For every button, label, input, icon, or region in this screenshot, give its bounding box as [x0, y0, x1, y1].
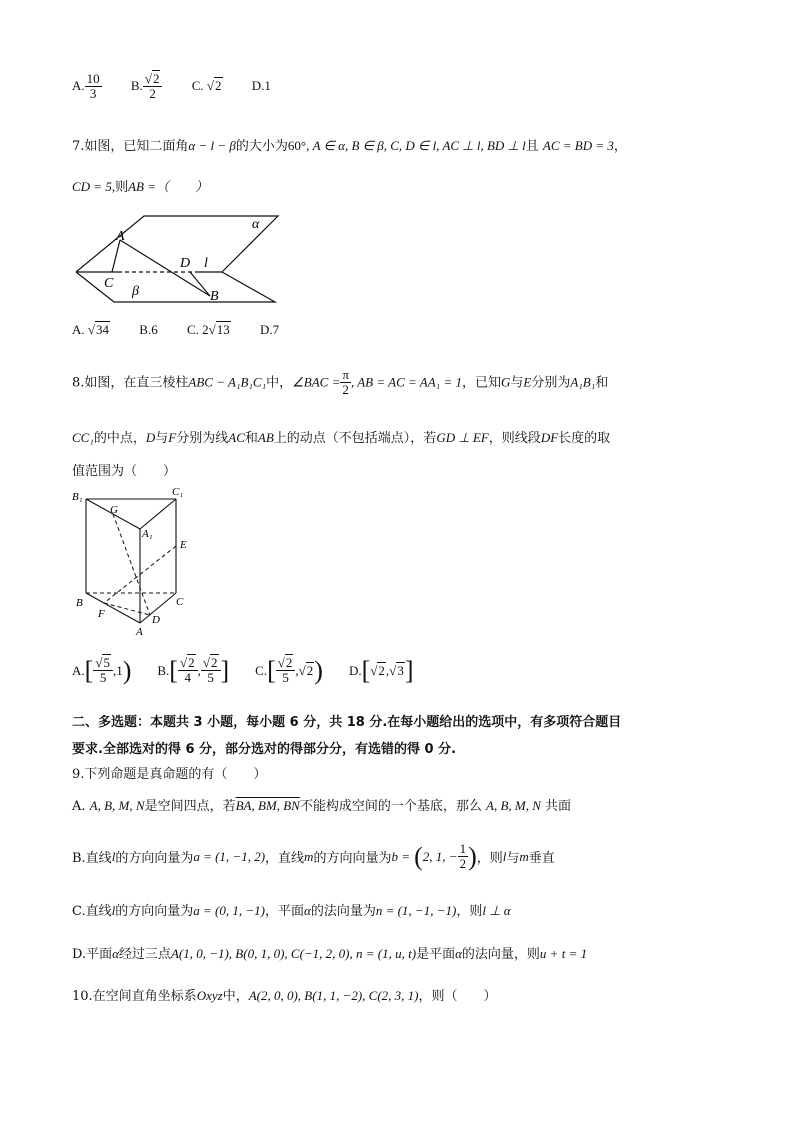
q6-option-c-label: C.: [191, 77, 204, 93]
q8-g: G: [500, 374, 511, 390]
q8-pi-den: 2: [342, 382, 349, 398]
q8-cond: GD ⊥ EF: [436, 430, 489, 445]
q9-option-b-m: m: [304, 848, 314, 864]
q8-option-a-rad: 5: [103, 655, 110, 670]
q7-conditions: , A ∈ α, B ∈ β, C, D ∈ l, AC ⊥ l, BD ⊥ l: [306, 138, 526, 153]
q6-option-a-den: 3: [89, 86, 97, 102]
q8-option-d: D. [ √2 , √3 ]: [348, 655, 414, 685]
q7-dihedral: α − l − β: [188, 138, 236, 153]
q8-option-b-rad2: 2: [211, 655, 218, 670]
q8-option-a: A. [ $\frac{√5}{5}$ ,1 ): [72, 655, 132, 686]
q8-e: E: [523, 374, 532, 390]
q9-option-d: [72, 943, 587, 962]
q7-segment-ac: [112, 240, 120, 272]
q8-label-c1: C₁: [172, 486, 184, 498]
q8-label-b1: B₁: [72, 491, 83, 503]
q9-option-c: [72, 900, 511, 919]
q8-label-b: B: [76, 597, 83, 609]
q8-option-d-rad1: 2: [378, 662, 385, 678]
q8-option-a-label: A.: [72, 662, 85, 678]
q9-option-c-text2: ，平面: [264, 904, 304, 919]
q7-comma: ，: [613, 139, 627, 154]
q8-line1: [72, 368, 608, 398]
q9-option-b-m2: m: [519, 848, 529, 864]
q6-option-c: C. √2: [191, 77, 222, 93]
q7-stem-mid: 的大小为: [235, 139, 288, 154]
q8-segment-fd: [104, 603, 150, 615]
q8-eq: , AB = AC = AA₁ = 1: [350, 374, 462, 390]
q9-option-c-alpha: α: [303, 903, 311, 918]
q8-stem-prefix: 8.如图，在直三棱柱: [72, 375, 189, 391]
q8-option-b-den1: 4: [184, 670, 192, 686]
q7-eq: AC = BD = 3: [542, 138, 614, 153]
section2-heading-line1: 二、多选题：本题共 3 小题，每小题 6 分，共 18 分.在每小题给出的选项中，有多项符合题目: [72, 715, 622, 730]
q9-option-c-l: l: [111, 903, 116, 918]
q9-option-a-text2: 不能构成空间的一个基底，那么: [299, 799, 482, 814]
q8-line2-text1: 的中点，: [93, 431, 146, 446]
q8-option-c-rad1: 2: [285, 655, 293, 670]
q9-option-c-text3: 的法向量为: [310, 904, 376, 919]
q8-ac: AC: [228, 430, 245, 445]
q6-option-b-label: B.: [130, 77, 143, 93]
q8-edge-a1c1: [140, 499, 176, 529]
q8-option-b-den2: 5: [207, 670, 214, 686]
q6-option-a-label: A.: [72, 77, 85, 93]
q9-option-d-alpha2: α: [455, 946, 462, 961]
q7-stem-prefix: 7.如图，已知二面角: [72, 139, 189, 154]
q6-option-c-rad: 2: [215, 77, 222, 93]
q8-prism: ABC − A₁B₁C₁: [188, 374, 267, 390]
q8-d: D: [145, 430, 156, 445]
q9-option-b-prefix: B.直线: [72, 851, 112, 867]
q7-line1: [72, 135, 627, 154]
q9-option-c-text4: ，则: [456, 904, 483, 919]
q7-line2: [72, 176, 208, 195]
q7-option-a-rad: 34: [96, 322, 110, 337]
q9-option-d-eq: u + t = 1: [539, 946, 588, 961]
q9-option-d-text3: 的法向量，则: [461, 947, 540, 962]
q9-option-a-vectors: BA, BM, BN: [235, 798, 300, 813]
q8-option-b-rad1: 2: [188, 655, 195, 670]
q6-option-b-fraction: $\frac{√2}{2}$: [143, 72, 163, 102]
q8-line2-text4: ，则线段: [488, 431, 541, 446]
q8-option-a-tail: ,1: [112, 662, 123, 678]
q8-edge-ba: [86, 593, 140, 623]
q9-option-a-points: A, B, M, N: [89, 798, 145, 813]
q9-option-b-l2: l: [502, 848, 507, 864]
section2-heading-line2: 要求.全部选对的得 6 分，部分选对的得部分分，有选错的得 0 分.: [72, 742, 457, 757]
q8-option-d-label: D.: [348, 662, 362, 678]
q8-stem-mid: 中，: [266, 375, 293, 391]
q8-option-c-label: C.: [255, 662, 268, 678]
q8-f: F: [168, 430, 177, 445]
q9-option-d-alpha: α: [112, 946, 119, 961]
q7-option-d: D.7: [260, 322, 280, 337]
q8-line2-text5: 长度的取: [558, 431, 611, 446]
q9-option-c-relation: l ⊥ α: [482, 903, 511, 918]
q8-option-c: C. [ $\frac{√2}{5}$ , √2 ): [255, 655, 323, 686]
q9-option-d-points: A(1, 0, −1), B(0, 1, 0), C(−1, 2, 0), n = (1, u, t): [170, 946, 417, 961]
q9-option-b-tuple: 2, 1, −: [422, 848, 458, 864]
q8-label-d: D: [152, 614, 160, 626]
q6-option-b-den: 2: [149, 86, 156, 102]
q7-angle: 60°: [287, 138, 307, 153]
q9-option-b: B.直线 l 的方向向量为 a = (1, −1, 2) ，直线 m 的方向向量为 b = ( 2, 1, − $\frac{1}{2}$ ) ，则 l 与 m 垂直: [72, 841, 555, 872]
q7-label-alpha: α: [252, 217, 260, 232]
q7-label-beta: β: [132, 284, 139, 299]
q9-option-b-text2: ，直线: [265, 851, 305, 867]
q10-mid: 中，: [222, 989, 249, 1004]
q8-option-c-rad2: 2: [306, 662, 314, 678]
q9-option-b-text3: 的方向向量为: [313, 851, 392, 867]
q8-df: DF: [540, 430, 559, 445]
q7-then: 则: [115, 180, 129, 195]
q8-a1b1: A₁B₁: [570, 374, 596, 390]
q9-option-a-text1: 是空间四点，若: [144, 799, 236, 814]
q8-label-a: A: [136, 626, 143, 638]
q8-prism-figure: [70, 485, 200, 640]
q9-option-a-points2: A, B, M, N: [486, 798, 541, 813]
q8-line2-and: 和: [244, 431, 258, 446]
q9-option-b-half-num: 1: [459, 841, 467, 856]
q9-option-a-text3: 共面: [545, 799, 572, 814]
q7-plane-alpha: [76, 216, 278, 272]
q7-label-d: D: [180, 256, 191, 271]
q7-option-c: C. 2√13: [186, 322, 230, 337]
q8-line2-text3: 上的动点（不包括端点），若: [273, 431, 437, 446]
q9-option-d-text2: 是平面: [416, 947, 456, 962]
q8-label-c: C: [176, 596, 184, 608]
q9-option-b-vec-b: b =: [391, 848, 410, 864]
q8-cc1: CC₁: [72, 430, 94, 445]
q8-line3: 值范围为（ ）: [72, 464, 177, 479]
q7-option-c-rad: 13: [216, 322, 230, 337]
q7-option-c-label: C. 2: [186, 322, 209, 337]
q9-option-b-text5: 垂直: [528, 851, 555, 867]
q10-tail: ，则（ ）: [418, 989, 497, 1004]
q10-points: A(2, 0, 0), B(1, 1, −2), C(2, 3, 1): [248, 988, 419, 1003]
q8-line2-text2: 分别为线: [176, 431, 229, 446]
q7-and: 且: [525, 139, 539, 154]
q6-option-d: D.1: [251, 77, 271, 93]
q6-option-a: [72, 71, 105, 102]
q7-label-a: A: [116, 229, 125, 244]
q6-option-a-num: 10: [86, 71, 100, 86]
q10-coordinate-system: Oxyz: [196, 988, 223, 1003]
q8-label-a1: A₁: [142, 528, 153, 540]
q8-option-a-den: 5: [99, 670, 107, 686]
q6-option-b: [130, 71, 166, 102]
q7-ab: AB =（ ）: [128, 179, 209, 194]
q8-option-d-rad2: 3: [397, 662, 404, 678]
q6-option-a-fraction: [85, 72, 102, 102]
q9-option-c-prefix: C.直线: [72, 904, 112, 919]
q9-option-b-text4: ，则: [476, 851, 503, 867]
q9-option-b-vec-a: a = (1, −1, 2): [193, 848, 266, 864]
q7-dihedral-figure: [70, 210, 285, 305]
q9-option-a: [72, 795, 571, 814]
q9-option-d-text1: 经过三点: [118, 947, 171, 962]
q6-option-b-rad: 2: [152, 71, 160, 86]
q8-with: 与: [510, 375, 524, 391]
q7-option-a: A. √34: [72, 322, 110, 337]
q8-label-g: G: [110, 504, 118, 516]
q9-option-b-half-den: 2: [459, 856, 467, 872]
q8-respectively: 分别为: [531, 375, 571, 391]
q9-option-c-vec-n: n = (1, −1, −1): [375, 903, 457, 918]
q8-option-c-den1: 5: [282, 670, 289, 686]
q7-label-b: B: [210, 289, 219, 304]
q8-line2: [72, 427, 610, 446]
q8-option-b: B. [ $\frac{√2}{4}$ , $\frac{√2}{5}$ ]: [157, 655, 230, 686]
q7-segment-db: [190, 272, 210, 296]
q7-label-c: C: [104, 276, 114, 291]
q6-options: [72, 72, 271, 102]
q10-prefix: 10.在空间直角坐标系: [72, 989, 197, 1004]
q7-option-b: B.6: [139, 322, 158, 337]
q9-stem: 9.下列命题是真命题的有（ ）: [72, 767, 267, 782]
q9-option-b-text1: 的方向向量为: [115, 851, 194, 867]
q8-pi-num: π: [342, 367, 349, 382]
q8-option-b-label: B.: [157, 662, 170, 678]
q8-options: [72, 656, 413, 686]
q9-option-a-prefix: A.: [72, 799, 86, 814]
q8-label-f: F: [98, 608, 105, 620]
q8-and: 和: [595, 375, 609, 391]
q10-stem: [72, 985, 497, 1004]
q9-option-b-with: 与: [506, 851, 520, 867]
q8-line2-with: 与: [155, 431, 169, 446]
q7-options: [72, 322, 279, 338]
q9-option-c-vec-a: a = (0, 1, −1): [193, 903, 265, 918]
q8-pi-half: [340, 368, 351, 398]
q9-option-b-l: l: [111, 848, 116, 864]
q7-label-l: l: [204, 256, 208, 271]
q8-label-e: E: [180, 539, 187, 551]
q8-know: ，已知: [461, 375, 501, 391]
q7-cd: CD = 5,: [72, 179, 116, 194]
q7-option-a-label: A.: [72, 322, 85, 337]
q8-angle-expr: ∠BAC =: [292, 374, 341, 390]
q8-ab: AB: [257, 430, 274, 445]
q9-option-d-prefix: D.平面: [72, 947, 113, 962]
q9-option-c-text1: 的方向向量为: [115, 904, 194, 919]
